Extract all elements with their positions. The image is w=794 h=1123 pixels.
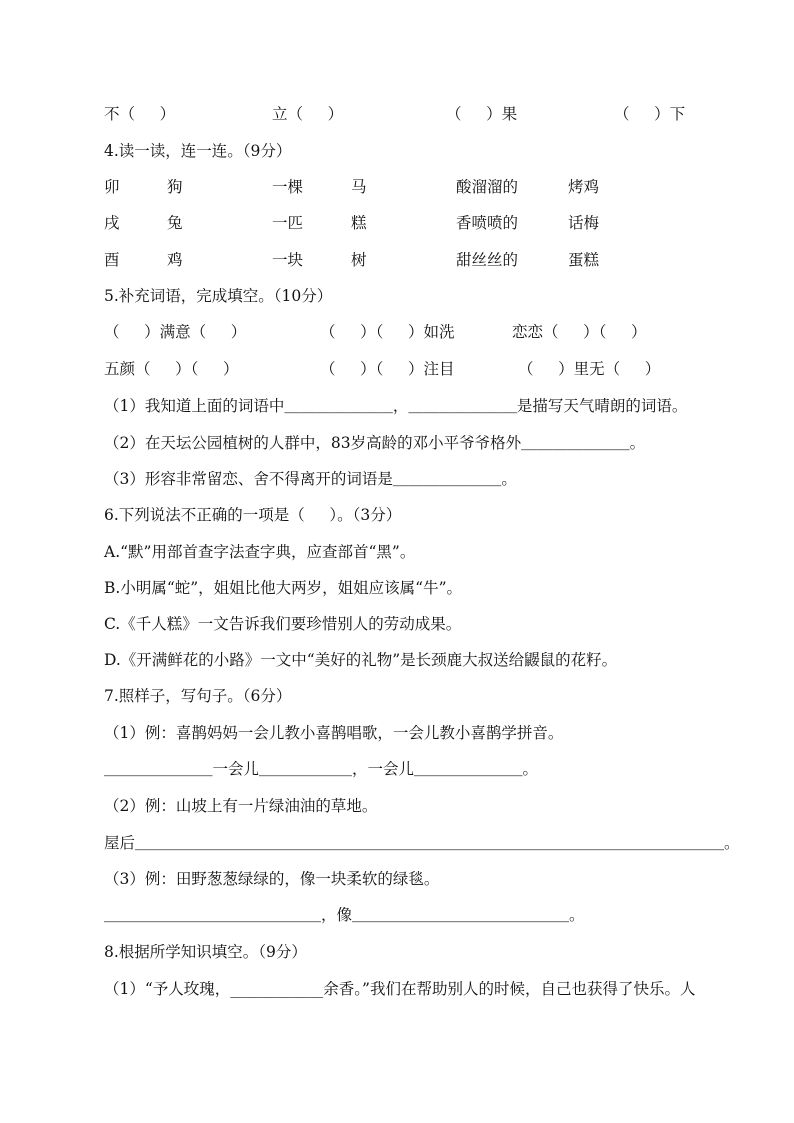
q3-item-4: （ ）下	[614, 105, 686, 123]
q7-example-1: （1）例：喜鹊妈妈一会儿教小喜鹊唱歌，一会儿教小喜鹊学拼音。	[104, 724, 564, 742]
q5-sub1: （1）我知道上面的词语中＿＿＿＿＿＿＿，＿＿＿＿＿＿＿是描写天气晴朗的词语。	[104, 397, 688, 415]
q5-sub2: （2）在天坛公园植树的人群中，83岁高龄的邓小平爷爷格外＿＿＿＿＿＿＿。	[104, 434, 646, 452]
q4-r2-c5: 香喷喷的	[456, 214, 519, 232]
q7-example-3: （3）例：田野葱葱绿绿的，像一块柔软的绿毯。	[104, 870, 440, 888]
q3-item-3: （ ）果	[446, 105, 518, 123]
q4-r3-c1: 酉	[104, 251, 120, 269]
q4-r1-c1: 卯	[104, 178, 120, 196]
q4-r2-c4: 糕	[351, 214, 367, 232]
q4-r2-c3: 一匹	[272, 214, 304, 232]
q5-r1-c3: 恋恋（ ）（ ）	[512, 323, 647, 341]
q4-r3-c3: 一块	[272, 251, 304, 269]
q3-item-2: 立（ ）	[272, 105, 344, 123]
q4-r3-c5: 甜丝丝的	[456, 251, 519, 269]
q6-option-d: D.《开满鲜花的小路》一文中“美好的礼物”是长颈鹿大叔送给鼹鼠的花籽。	[104, 651, 618, 669]
q5-title: 5.补充词语，完成填空。（10分）	[104, 287, 333, 305]
q8-sub1-start: （1）“予人玫瑰，	[104, 980, 231, 998]
q7-example-2: （2）例：山坡上有一片绿油油的草地。	[104, 797, 378, 815]
q5-r1-c2: （ ）（ ）如洗	[320, 323, 455, 341]
q5-r2-c2: （ ）（ ）注目	[320, 360, 455, 378]
q8-title: 8.根据所学知识填空。（9分）	[104, 943, 307, 961]
q6-option-a: A.“默”用部首查字法查字典，应查部首“黑”。	[104, 543, 416, 561]
q5-r1-c1: （ ）满意（ ）	[104, 323, 247, 341]
q4-title: 4.读一读，连一连。（9分）	[104, 142, 292, 160]
q8-sub1-end: 余香。”我们在帮助别人的时候，自己也获得了快乐。人	[323, 980, 696, 998]
q4-r2-c1: 戌	[104, 214, 120, 232]
q6-title: 6.下列说法不正确的一项是（ ）。（3分）	[104, 506, 402, 524]
q4-r2-c6: 话梅	[568, 214, 600, 232]
q4-r3-c6: 蛋糕	[568, 251, 600, 269]
q5-r2-c3: （ ）里无（ ）	[518, 360, 661, 378]
q6-option-c: C.《千人糕》一文告诉我们要珍惜别人的劳动成果。	[104, 615, 462, 633]
q4-r3-c2: 鸡	[167, 251, 183, 269]
q7-answer-3: ＿＿＿＿＿＿＿＿＿＿＿＿＿＿，像＿＿＿＿＿＿＿＿＿＿＿＿＿＿。	[104, 906, 585, 924]
q8-sub1	[104, 979, 695, 999]
q3-item-1: 不（ ）	[104, 105, 176, 123]
q5-r2-c1: 五颜（ ）（ ）	[104, 360, 239, 378]
q7-title: 7.照样子，写句子。（6分）	[104, 687, 292, 705]
q4-r1-c4: 马	[351, 178, 367, 196]
q7-answer-2: 屋后＿＿＿＿＿＿＿＿＿＿＿＿＿＿＿＿＿＿＿＿＿＿＿＿＿＿＿＿＿＿＿＿＿＿＿＿＿＿。	[104, 834, 740, 852]
q8-sub1-blank: ____________	[230, 980, 324, 998]
q4-r3-c4: 树	[351, 251, 367, 269]
q4-r2-c2: 兔	[167, 214, 183, 232]
q4-r1-c6: 烤鸡	[568, 178, 600, 196]
q4-r1-c2: 狗	[167, 178, 183, 196]
q6-option-b: B.小明属“蛇”，姐姐比他大两岁，姐姐应该属“牛”。	[104, 579, 463, 597]
q4-r1-c5: 酸溜溜的	[456, 178, 519, 196]
q7-answer-1: ＿＿＿＿＿＿＿一会儿＿＿＿＿＿＿，一会儿＿＿＿＿＿＿＿。	[104, 760, 539, 778]
q5-sub3: （3）形容非常留恋、舍不得离开的词语是＿＿＿＿＿＿＿。	[104, 470, 517, 488]
q4-r1-c3: 一棵	[272, 178, 304, 196]
